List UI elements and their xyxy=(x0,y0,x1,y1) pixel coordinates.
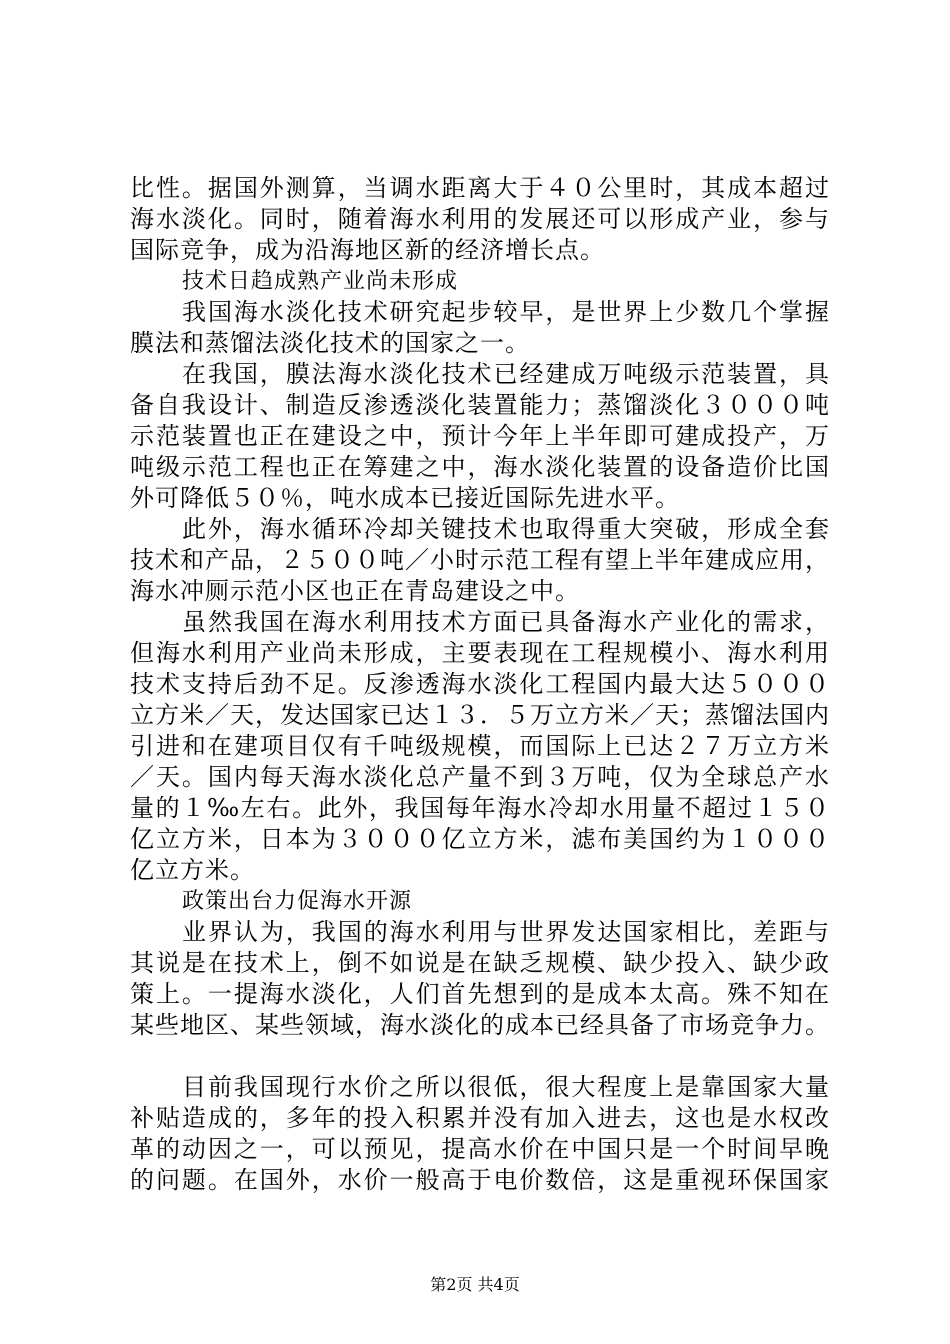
paragraph xyxy=(130,607,830,886)
text-line: 在我国，膜法海水淡化技术已经建成万吨级示范装置，具 xyxy=(182,360,830,388)
text-line: 吨级示范工程也正在筹建之中，海水淡化装置的设备造价比国 xyxy=(130,453,830,481)
text-line: ／天。国内每天海水淡化总产量不到３万吨，仅为全球总产水 xyxy=(130,763,830,791)
paragraph xyxy=(130,297,830,359)
page-footer: 第2页 共4页 xyxy=(430,1275,520,1294)
text-line: 的问题。在国外，水价一般高于电价数倍，这是重视环保国家 xyxy=(130,1166,830,1194)
paragraph xyxy=(130,514,830,607)
text-line: 业界认为，我国的海水利用与世界发达国家相比，差距与 xyxy=(182,918,830,946)
text-line: 其说是在技术上，倒不如说是在缺乏规模、缺少投入、缺少政 xyxy=(130,949,830,977)
text-line: 目前我国现行水价之所以很低，很大程度上是靠国家大量 xyxy=(182,1073,830,1101)
text-line: 量的１‰左右。此外，我国每年海水冷却水用量不超过１５０ xyxy=(130,794,830,822)
text-line: 但海水利用产业尚未形成，主要表现在工程规模小、海水利用 xyxy=(130,639,830,667)
text-line: 此外，海水循环冷却关键技术也取得重大突破，形成全套 xyxy=(182,515,830,543)
text-line: 虽然我国在海水利用技术方面已具备海水产业化的需求， xyxy=(182,608,830,636)
text-line: 我国海水淡化技术研究起步较早，是世界上少数几个掌握 xyxy=(182,298,830,326)
paragraph xyxy=(130,359,830,514)
text-line: 示范装置也正在建设之中，预计今年上半年即可建成投产，万 xyxy=(130,422,830,450)
text-line: 策上。一提海水淡化，人们首先想到的是成本太高。殊不知在 xyxy=(130,980,830,1008)
text-line: 膜法和蒸馏法淡化技术的国家之一。 xyxy=(130,329,530,357)
text-line: 国际竞争，成为沿海地区新的经济增长点。 xyxy=(130,236,605,264)
text-line: 海水淡化。同时，随着海水利用的发展还可以形成产业，参与 xyxy=(130,205,830,233)
text-line: 外可降低５０％，吨水成本已接近国际先进水平。 xyxy=(130,484,680,512)
text-line: 比性。据国外测算，当调水距离大于４０公里时，其成本超过 xyxy=(130,174,830,202)
text-line: 革的动因之一，可以预见，提高水价在中国只是一个时间早晚 xyxy=(130,1135,830,1163)
section-heading: 技术日趋成熟产业尚未形成 xyxy=(182,269,459,294)
text-line: 备自我设计、制造反渗透淡化装置能力；蒸馏淡化３０００吨 xyxy=(130,391,830,419)
text-line: 某些地区、某些领域，海水淡化的成本已经具备了市场竞争力。 xyxy=(130,1011,830,1039)
text-line: 海水冲厕示范小区也正在青岛建设之中。 xyxy=(130,577,580,605)
text-line: 亿立方米，日本为３０００亿立方米，滤布美国约为１０００ xyxy=(130,825,830,853)
section-heading: 政策出台力促海水开源 xyxy=(182,889,413,914)
text-line: 补贴造成的，多年的投入积累并没有加入进去，这也是水权改 xyxy=(130,1104,830,1132)
paragraph xyxy=(130,917,830,1041)
text-line: 技术支持后劲不足。反渗透海水淡化工程国内最大达５０００ xyxy=(130,670,830,698)
text-line: 引进和在建项目仅有千吨级规模，而国际上已达２７万立方米 xyxy=(130,732,830,760)
text-line: 立方米／天，发达国家已达１３．５万立方米／天；蒸馏法国内 xyxy=(130,701,830,729)
text-line: 技术和产品，２５００吨／小时示范工程有望上半年建成应用， xyxy=(130,546,830,574)
body-text xyxy=(130,173,830,1196)
paragraph xyxy=(130,1072,830,1196)
blank-line xyxy=(130,1041,830,1072)
paragraph xyxy=(130,173,830,266)
text-line: 亿立方米。 xyxy=(130,856,255,884)
